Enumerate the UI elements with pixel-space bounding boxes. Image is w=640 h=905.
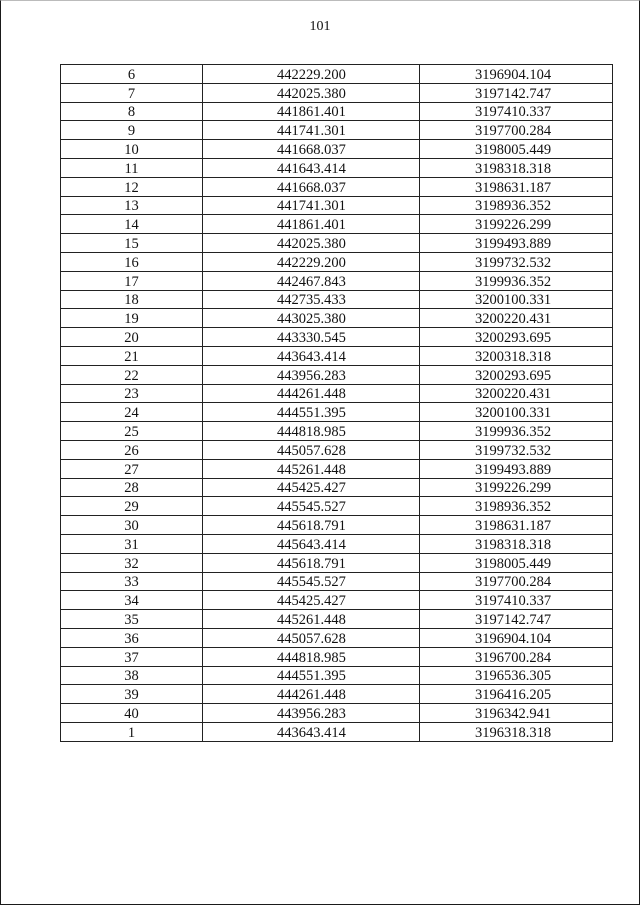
x-coordinate-cell: 443330.545 [203, 328, 420, 347]
y-coordinate-cell: 3200100.331 [420, 403, 613, 422]
table-row [61, 704, 613, 723]
point-number-cell: 30 [61, 516, 203, 535]
y-coordinate-cell: 3200293.695 [420, 365, 613, 384]
table-row [61, 83, 613, 102]
x-coordinate-cell: 445261.448 [203, 459, 420, 478]
y-coordinate-cell: 3197700.284 [420, 121, 613, 140]
point-number-cell: 32 [61, 553, 203, 572]
point-number-cell: 33 [61, 572, 203, 591]
point-number-cell: 8 [61, 102, 203, 121]
y-coordinate-cell: 3197410.337 [420, 591, 613, 610]
table-row [61, 290, 613, 309]
y-coordinate-cell: 3198631.187 [420, 516, 613, 535]
x-coordinate-cell: 441668.037 [203, 177, 420, 196]
x-coordinate-cell: 444551.395 [203, 403, 420, 422]
point-number-cell: 13 [61, 196, 203, 215]
point-number-cell: 31 [61, 534, 203, 553]
point-number-cell: 17 [61, 271, 203, 290]
point-number-cell: 29 [61, 497, 203, 516]
table-row [61, 403, 613, 422]
y-coordinate-cell: 3197700.284 [420, 572, 613, 591]
page-number: 101 [309, 19, 331, 34]
y-coordinate-cell: 3196342.941 [420, 704, 613, 723]
table-row [61, 478, 613, 497]
y-coordinate-cell: 3199226.299 [420, 478, 613, 497]
table-row [61, 121, 613, 140]
point-number-cell: 18 [61, 290, 203, 309]
x-coordinate-cell: 443643.414 [203, 722, 420, 741]
x-coordinate-cell: 445545.527 [203, 572, 420, 591]
point-number-cell: 6 [61, 65, 203, 84]
table-row [61, 722, 613, 741]
table-row [61, 234, 613, 253]
table-row [61, 346, 613, 365]
x-coordinate-cell: 442229.200 [203, 65, 420, 84]
x-coordinate-cell: 441668.037 [203, 140, 420, 159]
y-coordinate-cell: 3198318.318 [420, 158, 613, 177]
table-row [61, 177, 613, 196]
y-coordinate-cell: 3198631.187 [420, 177, 613, 196]
table-row [61, 365, 613, 384]
y-coordinate-cell: 3199493.889 [420, 234, 613, 253]
x-coordinate-cell: 445057.628 [203, 628, 420, 647]
table-row [61, 271, 613, 290]
y-coordinate-cell: 3197410.337 [420, 102, 613, 121]
table-row [61, 196, 613, 215]
y-coordinate-cell: 3200220.431 [420, 309, 613, 328]
point-number-cell: 1 [61, 722, 203, 741]
table-row [61, 497, 613, 516]
x-coordinate-cell: 443956.283 [203, 365, 420, 384]
y-coordinate-cell: 3199226.299 [420, 215, 613, 234]
table-row [61, 459, 613, 478]
y-coordinate-cell: 3200100.331 [420, 290, 613, 309]
y-coordinate-cell: 3198005.449 [420, 140, 613, 159]
x-coordinate-cell: 444818.985 [203, 422, 420, 441]
y-coordinate-cell: 3196416.205 [420, 685, 613, 704]
x-coordinate-cell: 442025.380 [203, 234, 420, 253]
point-number-cell: 7 [61, 83, 203, 102]
table-row [61, 65, 613, 84]
y-coordinate-cell: 3197142.747 [420, 610, 613, 629]
table-row [61, 140, 613, 159]
point-number-cell: 34 [61, 591, 203, 610]
point-number-cell: 28 [61, 478, 203, 497]
x-coordinate-cell: 444818.985 [203, 647, 420, 666]
point-number-cell: 35 [61, 610, 203, 629]
table-row [61, 628, 613, 647]
point-number-cell: 24 [61, 403, 203, 422]
x-coordinate-cell: 441861.401 [203, 102, 420, 121]
point-number-cell: 37 [61, 647, 203, 666]
x-coordinate-cell: 445425.427 [203, 591, 420, 610]
y-coordinate-cell: 3199493.889 [420, 459, 613, 478]
x-coordinate-cell: 443025.380 [203, 309, 420, 328]
y-coordinate-cell: 3196536.305 [420, 666, 613, 685]
point-number-cell: 11 [61, 158, 203, 177]
x-coordinate-cell: 441643.414 [203, 158, 420, 177]
coordinates-table [60, 64, 613, 742]
y-coordinate-cell: 3199936.352 [420, 422, 613, 441]
x-coordinate-cell: 444261.448 [203, 685, 420, 704]
y-coordinate-cell: 3196318.318 [420, 722, 613, 741]
y-coordinate-cell: 3200318.318 [420, 346, 613, 365]
point-number-cell: 14 [61, 215, 203, 234]
y-coordinate-cell: 3199732.532 [420, 440, 613, 459]
x-coordinate-cell: 442229.200 [203, 252, 420, 271]
table-row [61, 685, 613, 704]
y-coordinate-cell: 3198318.318 [420, 534, 613, 553]
point-number-cell: 22 [61, 365, 203, 384]
table-row [61, 328, 613, 347]
point-number-cell: 20 [61, 328, 203, 347]
y-coordinate-cell: 3199936.352 [420, 271, 613, 290]
table-row [61, 610, 613, 629]
x-coordinate-cell: 445618.791 [203, 516, 420, 535]
table-row [61, 666, 613, 685]
x-coordinate-cell: 445643.414 [203, 534, 420, 553]
point-number-cell: 9 [61, 121, 203, 140]
y-coordinate-cell: 3196904.104 [420, 628, 613, 647]
point-number-cell: 38 [61, 666, 203, 685]
table-row [61, 647, 613, 666]
point-number-cell: 36 [61, 628, 203, 647]
x-coordinate-cell: 442025.380 [203, 83, 420, 102]
x-coordinate-cell: 442735.433 [203, 290, 420, 309]
y-coordinate-cell: 3200220.431 [420, 384, 613, 403]
point-number-cell: 19 [61, 309, 203, 328]
table-row [61, 553, 613, 572]
y-coordinate-cell: 3196904.104 [420, 65, 613, 84]
y-coordinate-cell: 3198005.449 [420, 553, 613, 572]
table-row [61, 252, 613, 271]
y-coordinate-cell: 3196700.284 [420, 647, 613, 666]
y-coordinate-cell: 3197142.747 [420, 83, 613, 102]
point-number-cell: 23 [61, 384, 203, 403]
x-coordinate-cell: 441741.301 [203, 121, 420, 140]
point-number-cell: 15 [61, 234, 203, 253]
x-coordinate-cell: 443643.414 [203, 346, 420, 365]
x-coordinate-cell: 441861.401 [203, 215, 420, 234]
point-number-cell: 40 [61, 704, 203, 723]
x-coordinate-cell: 445261.448 [203, 610, 420, 629]
y-coordinate-cell: 3199732.532 [420, 252, 613, 271]
point-number-cell: 10 [61, 140, 203, 159]
point-number-cell: 12 [61, 177, 203, 196]
y-coordinate-cell: 3198936.352 [420, 196, 613, 215]
x-coordinate-cell: 442467.843 [203, 271, 420, 290]
coordinates-table-body [61, 65, 613, 742]
x-coordinate-cell: 445425.427 [203, 478, 420, 497]
x-coordinate-cell: 445618.791 [203, 553, 420, 572]
table-row [61, 422, 613, 441]
point-number-cell: 27 [61, 459, 203, 478]
x-coordinate-cell: 441741.301 [203, 196, 420, 215]
point-number-cell: 39 [61, 685, 203, 704]
point-number-cell: 16 [61, 252, 203, 271]
table-row [61, 572, 613, 591]
table-row [61, 215, 613, 234]
x-coordinate-cell: 445545.527 [203, 497, 420, 516]
point-number-cell: 26 [61, 440, 203, 459]
table-row [61, 158, 613, 177]
table-row [61, 591, 613, 610]
point-number-cell: 25 [61, 422, 203, 441]
point-number-cell: 21 [61, 346, 203, 365]
y-coordinate-cell: 3198936.352 [420, 497, 613, 516]
x-coordinate-cell: 444261.448 [203, 384, 420, 403]
table-row [61, 516, 613, 535]
x-coordinate-cell: 443956.283 [203, 704, 420, 723]
x-coordinate-cell: 444551.395 [203, 666, 420, 685]
table-row [61, 102, 613, 121]
x-coordinate-cell: 445057.628 [203, 440, 420, 459]
table-row [61, 384, 613, 403]
table-row [61, 309, 613, 328]
table-row [61, 534, 613, 553]
y-coordinate-cell: 3200293.695 [420, 328, 613, 347]
table-row [61, 440, 613, 459]
